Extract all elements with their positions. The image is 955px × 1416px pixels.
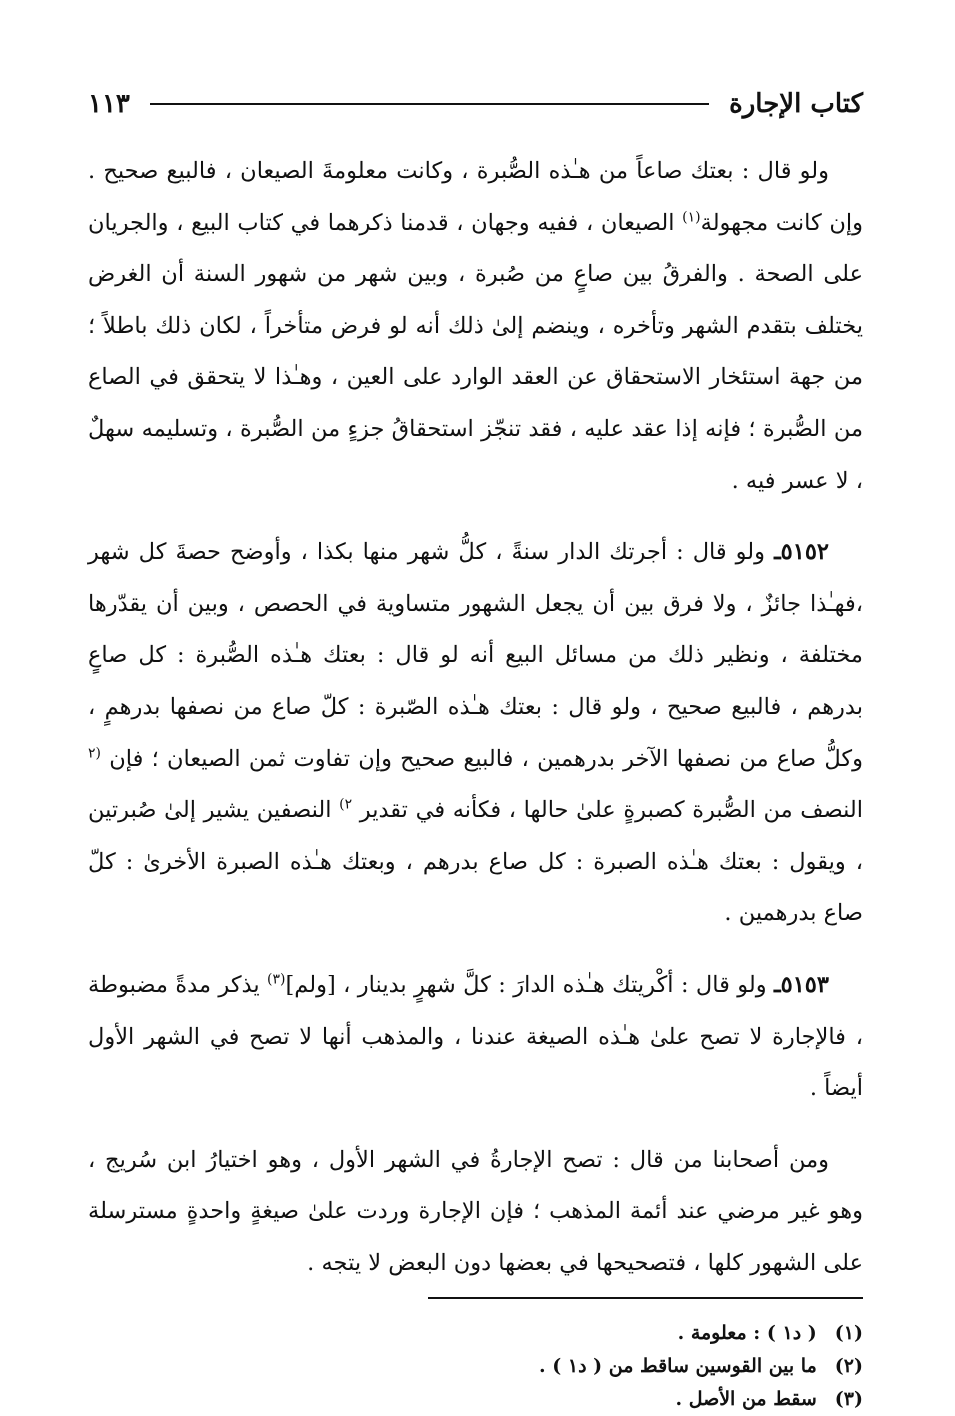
footnote-number: (١) [834,1322,863,1345]
footnotes [88,1317,863,1416]
paragraph-number: ٥١٥٣ـ [774,971,829,998]
book-title: كتاب الإجارة [729,89,863,119]
paragraph-text: الصيعان ، ففيه وجهان ، قدمنا ذكرهما في كتاب البيع ، والجريان على الصحة . والفرقُ بين صاعٍ من صُبرة ، وبين شهر من شهور السنة أن الغرض يختلف بتقدم الشهر وتأخره ، وينضم إلىٰ ذلك أنه لو فرض متأخراً ، لكان ذلك باطلاً ؛ من جهة استئخار الاستحقاق عن العقد الوارد على العين ، وهـٰذا لا يتحقق في الصاع من الصُّبرة ؛ فإنه إذا عقد عليه ، فقد تنجّز استحقاقُ جزءٍ من الصُّبرة ، وتسليمه سهلٌ ، لا عسر فيه . [88,209,863,494]
footnote-reference: (١) [682,209,701,226]
footnote-text: ( د١ ) : معلومة . [677,1322,817,1345]
footnote [88,1383,863,1416]
footnote-text: سقط من الأصل . [675,1388,817,1411]
paragraph-text: ومن أصحابنا من قال : تصح الإجارةُ في الشهر الأول ، وهو اختيارُ ابن سُريج ، وهو غير مرضي عند أئمة المذهب ؛ فإن الإجارة وردت علىٰ صيغةٍ واحدةٍ مسترسلة على الشهور كلها ، فتصحيحها في بعضها دون البعض لا يتجه . [88,1146,863,1276]
page [88,84,863,1416]
page-number: ١١٣ [88,89,130,119]
paragraph-number: ٥١٥٢ـ [774,539,829,566]
paragraph-text: النصف من الصُّبرة كصبرةٍ علىٰ حالها ، فكأنه في تقدير [352,797,863,824]
footnote-number: (٣) [834,1388,863,1411]
footnote-rule [428,1297,863,1299]
paragraph [88,527,863,940]
header-rule [150,103,709,105]
body-text [88,146,863,1289]
paragraph-text: ولو قال : أكْريتك هـٰذه الدارَ : كلَّ شهرٍ بدينار ، [ولم] [285,971,775,998]
footnote-text: ما بين القوسين ساقط من ( د١ ) . [539,1355,817,1378]
paragraph [88,960,863,1115]
footnote-reference: ٢) [339,796,353,813]
paragraph-text: النصفين يشير إلىٰ صُبرتين ، ويقول : بعتك هـٰذه الصبرة : كل صاع بدرهم ، وبعتك هـٰذه الصبرة الأخرىٰ : كلّ صاع بدرهمين . [88,797,863,927]
paragraph-text: ولو قال : بعتك صاعاً من هـٰذه الصُّبرة ، وكانت معلومةَ الصيعان ، فالبيع صحيح . وإن كانت مجهولة [88,158,863,236]
running-header [88,84,863,124]
paragraph [88,1135,863,1290]
footnote-reference: (٣) [267,971,286,988]
footnote-number: (٢) [834,1355,863,1378]
footnote [88,1350,863,1383]
footnote [88,1317,863,1350]
paragraph [88,146,863,507]
footnote-reference: (٢ [88,745,101,762]
paragraph-text: يذكر مدةً مضبوطة ، فالإجارة لا تصح علىٰ هـٰذه الصيغة عندنا ، والمذهب أنها لا تصح في الشهر الأول أيضاً . [88,971,863,1102]
paragraph-text: ولو قال : أجرتك الدار سنةً ، كلُّ شهر منها بكذا ، وأوضح حصةَ كل شهر ،فهـٰذا جائزٌ ، ولا فرق بين أن يجعل الشهور متساوية في الحصص ، وبين أن يقدّرها مختلفة ، ونظير ذلك من مسائل البيع أنه لو قال : بعتك هـٰذه الصُّبرة : كل صاعٍ بدرهم ، فالبيع صحيح ، ولو قال : بعتك هـٰذه الصّبرة : كلّ صاع من نصفها بدرهمٍ ، وكلُّ صاع من نصفها الآخر بدرهمين ، فالبيع صحيح وإن تفاوت ثمن الصيعان ؛ فإن [88,539,863,772]
